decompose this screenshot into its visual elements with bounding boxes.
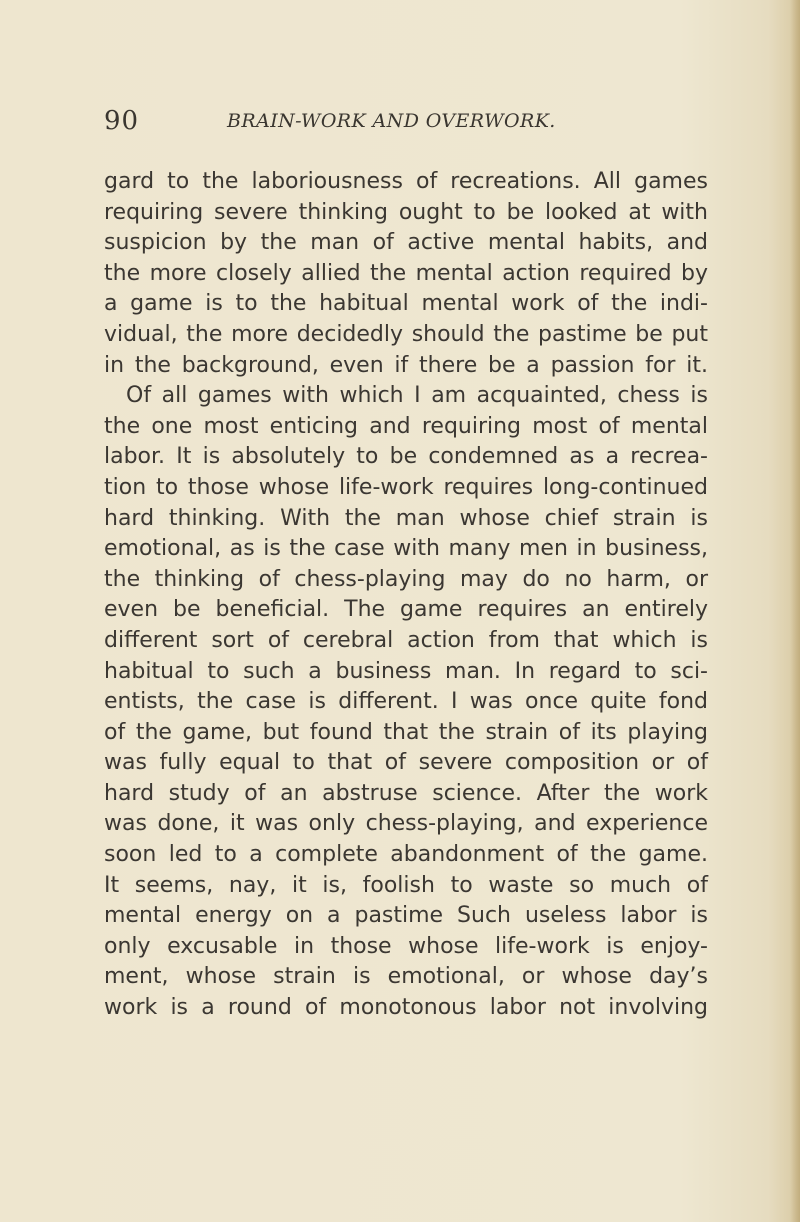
body-text (104, 167, 708, 1024)
text-line: mental energy on a pastime Such useless labor is (104, 903, 708, 929)
text-line: It seems, nay, it is, foolish to waste so much of (104, 872, 708, 898)
text-line: the more closely allied the mental action required by (104, 260, 708, 286)
text-line: tion to those whose life-work requires long-continued (104, 474, 708, 500)
page-number: 90 (104, 106, 140, 136)
running-head: BRAIN-WORK AND OVERWORK. (227, 110, 556, 132)
text-line: labor. It is absolutely to be condemned as a recrea- (104, 444, 708, 470)
text-line: was done, it was only chess-playing, and experience (104, 811, 708, 837)
text-line: gard to the laboriousness of recreations. All games (104, 169, 708, 194)
text-line: habitual to such a business man. In regard to sci- (104, 658, 708, 684)
text-line: suspicion by the man of active mental habits, and (104, 230, 708, 256)
text-line: Of all games with which I am acquainted, chess is (126, 383, 708, 409)
text-line: hard study of an abstruse science. After the work (104, 780, 708, 806)
text-line: even be beneficial. The game requires an entirely (104, 597, 708, 623)
text-line: was fully equal to that of severe composition or of (104, 750, 708, 776)
text-line: only excusable in those whose life-work is enjoy- (104, 933, 708, 959)
text-line: of the game, but found that the strain of its playing (104, 719, 708, 745)
text-line: a game is to the habitual mental work of the indi- (104, 291, 708, 317)
page-header (104, 106, 664, 146)
text-line: work is a round of monotonous labor not involving (104, 995, 708, 1021)
text-line: soon led to a complete abandonment of the game. (104, 842, 708, 868)
text-line: emotional, as is the case with many men in business, (104, 536, 708, 562)
text-line: the one most enticing and requiring most of mental (104, 413, 708, 439)
text-line: vidual, the more decidedly should the pastime be put (104, 321, 708, 347)
text-line: hard thinking. With the man whose chief strain is (104, 505, 708, 531)
page-edge-shadow (790, 0, 800, 1222)
text-line: requiring severe thinking ought to be looked at with (104, 199, 708, 225)
text-line: the thinking of chess-playing may do no harm, or (104, 566, 708, 592)
text-line: different sort of cerebral action from that which is (104, 627, 708, 653)
text-line: in the background, even if there be a passion for it. (104, 352, 708, 378)
text-line: entists, the case is different. I was once quite fond (104, 689, 708, 715)
text-line: ment, whose strain is emotional, or whose day’s (104, 964, 708, 990)
